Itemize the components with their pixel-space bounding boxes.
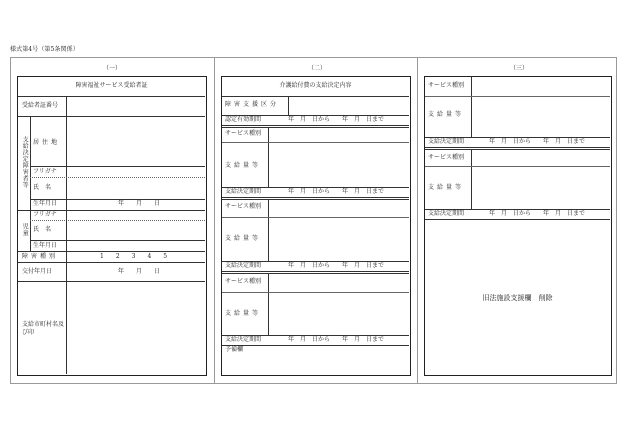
birth-date-value: 年 月 日	[118, 200, 161, 207]
decision-person-group-label: 支給決定障害者等	[21, 136, 29, 188]
old-law-panel	[424, 76, 612, 376]
disability-type-numbers: 1 2 3 4 5	[100, 253, 168, 260]
panel-heading-2: （二）	[307, 65, 326, 72]
name-label: 氏名	[33, 184, 58, 191]
decision-period-value: 年 月 日から 年 月 日まで	[288, 262, 385, 269]
benefit-decision-title: 介護給付費の支給決定内容	[279, 82, 352, 89]
service-type-label: サービス種別	[428, 154, 465, 161]
service-type-label: サービス種別	[428, 82, 465, 89]
decision-period-value: 年 月 日から 年 月 日まで	[489, 138, 586, 145]
certificate-title: 障害福祉サービス受給者証	[75, 82, 148, 89]
panel-divider	[417, 57, 418, 384]
service-type-label: サービス種別	[225, 130, 262, 137]
decision-period-label: 支給決定期間	[225, 188, 262, 195]
decision-period-value: 年 月 日から 年 月 日まで	[288, 188, 385, 195]
service-type-label: サービス種別	[225, 203, 262, 210]
payment-amount-label: 支給量等	[225, 310, 262, 317]
payment-amount-label: 支給量等	[428, 184, 465, 191]
panel-heading-3: （三）	[509, 65, 528, 72]
panel-heading-1: （一）	[102, 65, 121, 72]
birth-date-label: 生年月日	[33, 200, 58, 207]
decision-period-value: 年 月 日から 年 月 日まで	[489, 210, 586, 217]
child-birth-date-label: 生年月日	[33, 242, 58, 249]
furigana-label: フリガナ	[33, 168, 57, 175]
panel-divider	[214, 57, 215, 384]
decision-period-label: 支給決定期間	[428, 138, 465, 145]
certification-period-label: 認定有効期間	[225, 116, 262, 123]
service-type-label: サービス種別	[225, 278, 262, 285]
old-law-deleted-note: 旧法施設支援欄 削除	[482, 294, 553, 302]
payment-amount-label: 支給量等	[225, 162, 262, 169]
child-furigana-label: フリガナ	[33, 211, 57, 218]
certificate-panel	[17, 76, 207, 376]
disability-type-label: 障害種別	[22, 253, 59, 260]
payment-amount-label: 支給量等	[428, 111, 465, 118]
issue-date-label: 交付年月日	[22, 268, 53, 275]
support-category-label: 障害支援区分	[225, 101, 280, 108]
address-label: 居住地	[33, 139, 61, 146]
child-name-label: 氏名	[33, 226, 58, 233]
payment-amount-label: 支給量等	[225, 235, 262, 242]
form-number: 様式第4号（第5条関係）	[10, 46, 79, 53]
decision-period-value: 年 月 日から 年 月 日まで	[288, 336, 385, 343]
decision-period-label: 支給決定期間	[225, 336, 262, 343]
recipient-number-label: 受給者証番号	[22, 102, 59, 109]
remarks-label: 予備欄	[225, 346, 244, 353]
decision-period-label: 支給決定期間	[428, 210, 465, 217]
child-group-label: 児童	[21, 223, 29, 236]
certification-period-value: 年 月 日から 年 月 日まで	[288, 116, 385, 123]
benefit-decision-panel	[221, 76, 411, 376]
issue-date-value: 年 月 日	[118, 268, 161, 275]
municipality-seal-label: 支給市町村名及び印	[22, 321, 65, 337]
decision-period-label: 支給決定期間	[225, 262, 262, 269]
